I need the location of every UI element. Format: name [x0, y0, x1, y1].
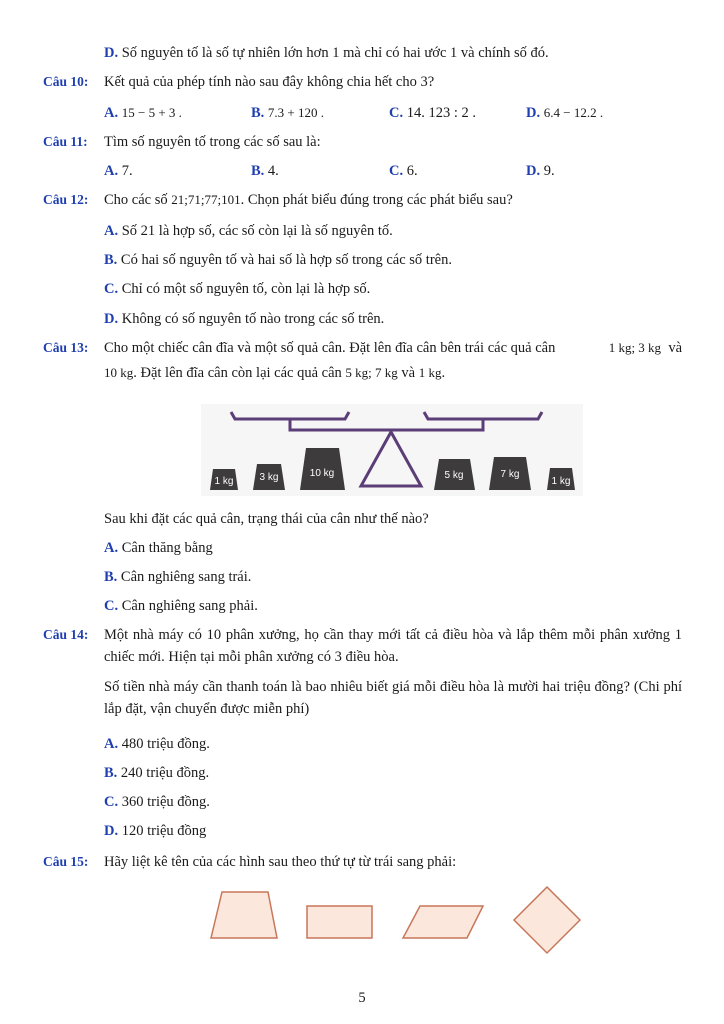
- q13-option-a: [104, 539, 213, 557]
- option-letter: B.: [251, 105, 265, 121]
- option-letter: B.: [251, 163, 265, 179]
- q14-option-a: [104, 735, 210, 753]
- option-letter: A.: [104, 540, 119, 556]
- q14-option-d: [104, 822, 206, 840]
- question-followup: Sau khi đặt các quả cân, trạng thái của cân như thế nào?: [104, 511, 429, 527]
- option-letter: C.: [104, 281, 119, 297]
- weight-list: 1 kg; 3 kg: [608, 340, 662, 355]
- question-paragraph-2: Số tiền nhà máy cần thanh toán là bao nhiêu biết giá mỗi điều hòa là mười hai triệu đồng? (Chi phí lắp đặt, vận chuyển được miễn phí): [104, 679, 682, 717]
- shapes-figure: [205, 882, 587, 962]
- weight-label: 7 kg: [500, 469, 520, 480]
- q12-option-c: [104, 280, 370, 298]
- q13-option-c: [104, 597, 258, 615]
- option-text: 360 triệu đồng.: [121, 794, 210, 810]
- option-letter: C.: [389, 105, 404, 121]
- question-text: Hãy liệt kê tên của các hình sau theo thứ tự từ trái sang phải:: [104, 854, 457, 870]
- option-letter: D.: [526, 163, 541, 179]
- option-letter: A.: [104, 736, 119, 752]
- page-number: 5: [358, 990, 366, 1006]
- question-text-start: Cho các số: [104, 192, 168, 208]
- text-segment: Cho một chiếc cân đĩa và một số quả cân. Đặt lên đĩa cân bên trái các quả cân: [104, 340, 556, 356]
- weight-label: 3 kg: [259, 472, 279, 483]
- q11-option-d: [526, 162, 555, 180]
- question-text-line-1: [104, 339, 682, 357]
- option-text: 7.: [121, 163, 133, 179]
- option-letter: B.: [104, 569, 118, 585]
- parallelogram-shape: [403, 906, 483, 938]
- option-letter: A.: [104, 223, 119, 239]
- question-number: Câu 13:: [43, 340, 89, 355]
- option-text: Cân thăng bằng: [121, 540, 213, 556]
- text-segment: và: [668, 340, 682, 356]
- balance-scale-figure: [201, 404, 583, 496]
- option-text: Chỉ có một số nguyên tố, còn lại là hợp số.: [121, 281, 371, 297]
- option-text: 6.4 − 12.2 .: [543, 105, 604, 120]
- q10-option-a: [104, 104, 182, 122]
- option-letter: D.: [104, 311, 119, 327]
- question-paragraph-1: Một nhà máy có 10 phân xưởng, họ cần thay mới tất cả điều hòa và lắp thêm mỗi phân xưởng 1 chiếc mới. Hiện tại mỗi phân xưởng có 3 điều hòa.: [104, 627, 682, 665]
- weight-label: 1 kg: [551, 476, 571, 487]
- question-text: [104, 191, 513, 209]
- option-letter: C.: [389, 163, 404, 179]
- question-text: Tìm số nguyên tố trong các số sau là:: [104, 134, 321, 150]
- q10-option-b: [251, 104, 324, 122]
- option-text: 480 triệu đồng.: [121, 736, 210, 752]
- question-text-end: . Chọn phát biểu đúng trong các phát biểu sau?: [240, 192, 513, 208]
- option-text: 7.3 + 120 .: [267, 105, 325, 120]
- option-text: 9.: [543, 163, 555, 179]
- q14-option-c: [104, 793, 210, 811]
- q10-option-d: [526, 104, 603, 122]
- option-letter: A.: [104, 105, 119, 121]
- q11-option-b: [251, 162, 279, 180]
- question-text-line-2: [104, 364, 445, 382]
- question-number: Câu 10:: [43, 74, 89, 89]
- option-text: Số 21 là hợp số, các số còn lại là số nguyên tố.: [121, 223, 393, 239]
- q11-option-c: [389, 162, 418, 180]
- q13-option-b: [104, 568, 251, 586]
- q14-option-b: [104, 764, 209, 782]
- weight-value: 10 kg: [104, 365, 134, 380]
- number-list: 21;71;77;101: [171, 192, 241, 207]
- option-letter: A.: [104, 163, 119, 179]
- weight-list: 5 kg; 7 kg: [345, 365, 398, 380]
- weight-label: 1 kg: [214, 476, 234, 487]
- option-letter: B.: [104, 765, 118, 781]
- option-letter: D.: [526, 105, 541, 121]
- q12-option-d: [104, 310, 384, 328]
- q12-option-a: [104, 222, 393, 240]
- option-text: 14. 123 : 2 .: [406, 105, 477, 121]
- option-text: Có hai số nguyên tố và hai số là hợp số trong các số trên.: [120, 252, 452, 268]
- q9-option-d: [104, 44, 549, 62]
- option-text: Số nguyên tố là số tự nhiên lớn hơn 1 mà chỉ có hai ước 1 và chính số đó.: [121, 45, 549, 61]
- q11-option-a: [104, 162, 133, 180]
- option-text: Cân nghiêng sang trái.: [120, 569, 252, 585]
- question-number: Câu 11:: [43, 134, 88, 149]
- rectangle-shape: [307, 906, 372, 938]
- option-text: 120 triệu đồng: [121, 823, 207, 839]
- option-text: 4.: [267, 163, 279, 179]
- weights-a: [609, 339, 682, 357]
- option-text: Không có số nguyên tố nào trong các số trên.: [121, 311, 385, 327]
- question-text: Kết quả của phép tính nào sau đây không chia hết cho 3?: [104, 74, 435, 90]
- option-letter: B.: [104, 252, 118, 268]
- question-number: Câu 15:: [43, 854, 89, 869]
- option-text: Cân nghiêng sang phải.: [121, 598, 258, 614]
- square-shape: [514, 887, 580, 953]
- q10-option-c: [389, 104, 476, 122]
- option-letter: D.: [104, 45, 119, 61]
- question-number: Câu 12:: [43, 192, 89, 207]
- option-letter: C.: [104, 794, 119, 810]
- question-number: Câu 14:: [43, 627, 89, 642]
- weight-label: 10 kg: [309, 468, 335, 479]
- option-text: 6.: [406, 163, 418, 179]
- text-segment: và: [401, 365, 416, 381]
- option-letter: D.: [104, 823, 119, 839]
- weight-value: 1 kg: [418, 365, 442, 380]
- text-segment: .: [441, 365, 446, 381]
- q12-option-b: [104, 251, 452, 269]
- trapezoid-shape: [211, 892, 277, 938]
- weight-label: 5 kg: [444, 470, 464, 481]
- option-text: 15 − 5 + 3 .: [121, 105, 182, 120]
- text-segment: . Đặt lên đĩa cân còn lại các quả cân: [133, 365, 342, 381]
- option-letter: C.: [104, 598, 119, 614]
- option-text: 240 triệu đồng.: [120, 765, 210, 781]
